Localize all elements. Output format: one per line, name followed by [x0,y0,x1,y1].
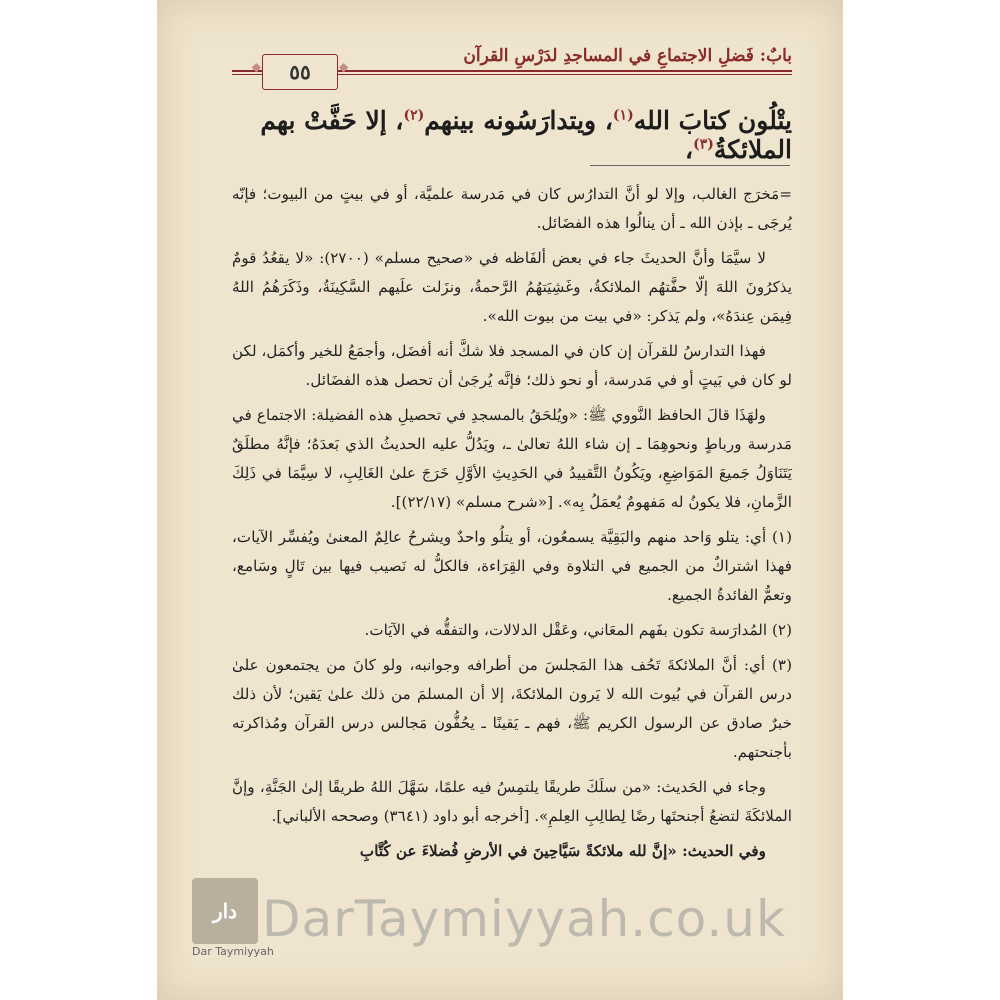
main-text-part4: ، [685,135,694,164]
footnote-ref-2: (٢) [403,107,425,124]
footnote-3: (٣) أي: أنَّ الملائكةَ تَحُف هذا المَجلسَ من أطرافه وجوانبه، ولو كانَ من يجتمعون علىٰ درس القرآن في بُيوت الله لا يَرون الملائكةَ، إلا أن المسلمَ من ذلك علىٰ يَقين؛ لأن ذلك خبرٌ صادق عن الرسول الكريم ﷺ، فهم ـ يَقينًا ـ يحُفُّون مَجالس درس القرآن ومُذاكرته بأجنحتهم. [232,656,792,761]
paragraph: ولهَذَا قالَ الحافظ النَّووي ﷺ: «ويُلحَقُ بالمسجدِ في تحصيلِ هذه الفضيلة: الاجتماع في مَدرسة ورباطٍ ونحوهِمَا ـ إن شاء اللهُ تعالىٰ ـ، ويَدُلُّ عليه الحديثُ الذي بَعدَهُ؛ فإنَّهُ مطلَقٌ يَتَنَاوَلُ جَميعَ المَوَاضِعِ، ويَكُونُ التَّقييدُ في الحَدِيثِ الأوَّلِ خَرَجَ علىٰ الغَالِبِ، لا سِيَّمَا في ذَلِكَ الزَّمانِ، فلا يكونُ له مَفهومٌ يُعمَلُ بِه». [«شرح مسلم» (٢٢/١٧)]. [232,406,792,511]
footnote-separator [590,165,790,166]
footnote-1: (١) أي: يتلو وَاحد منهم والبَقِيَّة يسمعُون، أو يتلُو واحدٌ ويشرحُ عالِمٌ المعنىٰ ويُفسِّر الآيات، فهذا اشتراكٌ من الجميع في التلاوة وفي القِرَاءة، فالكلُّ له نَصيب فيها بين تَالٍ وسَامع، وتعمُّ الفائدةُ الجميع. [232,528,792,604]
watermark-logo-icon: دار [192,878,258,944]
chapter-title: بابٌ: فَضلِ الاجتماعِ في المساجدِ لدَرْسِ القرآن [463,46,792,66]
footnote-2: (٢) المُدارَسة تكون بفَهم المعَاني، وعَقْل الدلالات، والتفقُّه في الآيَات. [364,621,792,639]
paragraph: وجاء في الحَديث: «من سلَكَ طريقًا يلتمِسُ فيه علمًا، سَهَّلَ اللهُ طريقًا إلىٰ الجَنَّةِ، وإنَّ الملائكَةَ لتضعُ أجنحتَها رضًا لِطالِبِ العِلمِ». [أخرجه أبو داود (٣٦٤١) وصححه الألباني]. [232,778,792,825]
footnote-ref-1: (١) [612,107,634,124]
page-number: ❖ ٥٥ ❖ [262,54,338,90]
paragraph: وفي الحديث: «إنَّ لله ملائكةً سَيَّاحِينَ في الأرضِ فُضلاءَ عن كُتَّابِ [359,842,766,860]
page-header [232,44,792,94]
hadith-main-text [232,106,792,164]
main-text-part3: ، إلا حَفَّتْ بهم الملائكةُ [260,106,792,164]
footnote-ref-3: (٣) [693,136,714,153]
footnotes-body [232,180,792,872]
paragraph: فهذا التدارسُ للقرآن إن كان في المسجد فلا شكَّ أنه أفضَل، وأجمَعُ للخير وأكمَل، لكن لو كان في بَيتٍ أو في مَدرسة، أو نحو ذلك؛ فإنَّه يُرجَىٰ أن تحصل هذه الفضَائل. [232,342,792,389]
paragraph: لا سيَّمَا وأنَّ الحديثَ جاء في بعض ألفَاظه في «صحيح مسلم» (٢٧٠٠): «لا يقعُدُ قومٌ يذكرُونَ اللهَ إلّا حفَّتهُم الملائكةُ، وغَشِيَتهُمُ الرَّحمةُ، ونزَلت علَيهم السَّكِينَةُ، وذَكَرَهُمُ اللهُ فِيمَن عِندَهُ»، ولم يَذكر: «في بيت من بيوت الله». [232,249,792,325]
paragraph: =مَخرَج الغالب، وإلا لو أنَّ التدارُس كان في مَدرسة علميَّة، أو في بيتٍ من البيوت؛ فإنّه يُرجَى ـ بإذن الله ـ أن ينالُوا هذه الفضَائل. [232,185,792,232]
main-text-part2: ، ويتدارَسُونه بينهم [424,106,613,135]
main-text-part1: يتْلُون كتابَ الله [633,106,792,135]
watermark-domain: DarTaymiyyah.co.uk [262,890,786,948]
watermark-subtitle: Dar Taymiyyah [192,945,274,958]
